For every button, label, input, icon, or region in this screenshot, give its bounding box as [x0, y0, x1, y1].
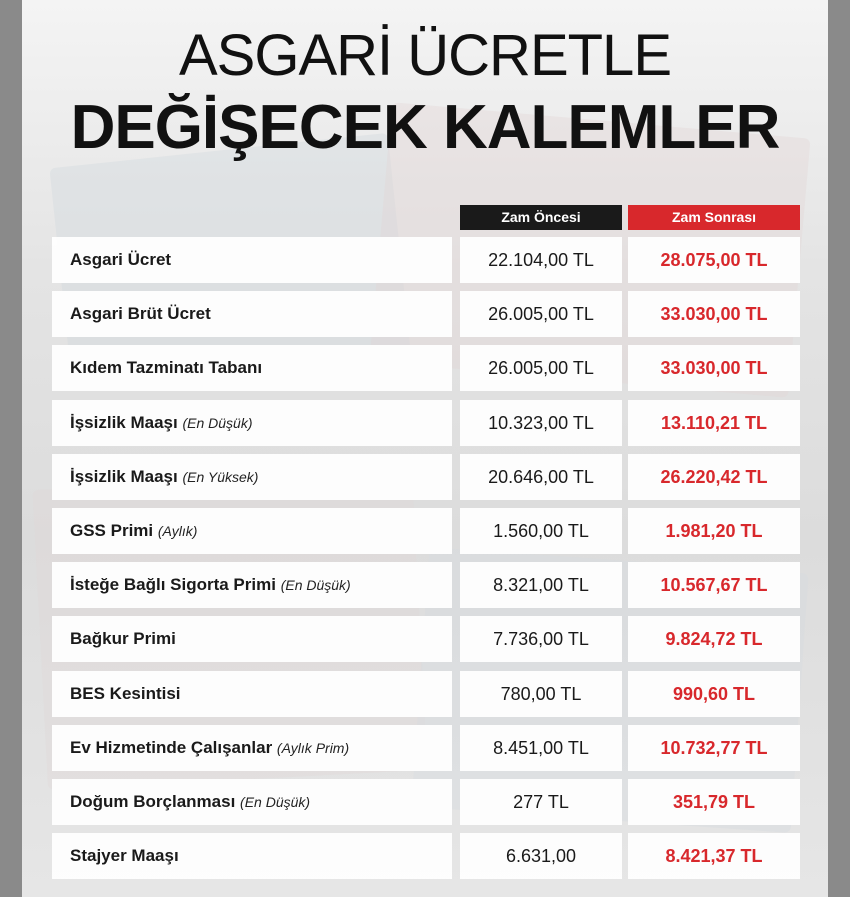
table-row: [52, 400, 800, 446]
value-before: 8.321,00 TL: [460, 562, 622, 608]
value-after: 26.220,42 TL: [628, 454, 800, 500]
row-label-cell: [52, 725, 452, 771]
row-label-cell: [52, 616, 452, 662]
column-header-after: Zam Sonrası: [628, 205, 800, 230]
table-row: [52, 725, 800, 771]
table-row: [52, 833, 800, 879]
value-after: 9.824,72 TL: [628, 616, 800, 662]
row-label-cell: [52, 671, 452, 717]
value-after: 1.981,20 TL: [628, 508, 800, 554]
table-row: [52, 616, 800, 662]
value-after: 990,60 TL: [628, 671, 800, 717]
row-note: (Aylık): [157, 522, 198, 539]
value-before: 10.323,00 TL: [460, 400, 622, 446]
title-line-1: ASGARİ ÜCRETLE: [179, 23, 671, 88]
row-note: (En Düşük): [280, 577, 351, 594]
row-label: Kıdem Tazminatı Tabanı: [70, 358, 263, 378]
comparison-table: [52, 237, 800, 887]
table-row: [52, 671, 800, 717]
row-label-cell: [52, 562, 452, 608]
value-after: 33.030,00 TL: [628, 345, 800, 391]
value-before: 780,00 TL: [460, 671, 622, 717]
value-after: 10.567,67 TL: [628, 562, 800, 608]
value-before: 8.451,00 TL: [460, 725, 622, 771]
value-after: 13.110,21 TL: [628, 400, 800, 446]
row-label-cell: [52, 779, 452, 825]
row-label: İşsizlik Maaşı: [70, 466, 178, 486]
row-label-cell: [52, 291, 452, 337]
row-label: İsteğe Bağlı Sigorta Primi: [70, 575, 276, 595]
table-row: [52, 562, 800, 608]
table-row: [52, 454, 800, 500]
row-label: Asgari Brüt Ücret: [70, 304, 211, 324]
row-label-cell: [52, 833, 452, 879]
value-after: 28.075,00 TL: [628, 237, 800, 283]
table-row: [52, 345, 800, 391]
row-label-cell: [52, 508, 452, 554]
row-label: GSS Primi: [70, 520, 154, 540]
row-label-cell: [52, 237, 452, 283]
row-label: Doğum Borçlanması: [70, 791, 236, 811]
value-before: 1.560,00 TL: [460, 508, 622, 554]
row-note: (En Yüksek): [182, 468, 259, 485]
row-label: Bağkur Primi: [70, 629, 176, 649]
table-row: [52, 779, 800, 825]
row-label: Stajyer Maaşı: [70, 846, 179, 866]
row-label: İşsizlik Maaşı: [70, 412, 178, 432]
row-note: (En Düşük): [240, 793, 311, 810]
row-label-cell: [52, 454, 452, 500]
value-before: 22.104,00 TL: [460, 237, 622, 283]
row-label-cell: [52, 400, 452, 446]
row-label: Asgari Ücret: [70, 250, 172, 269]
value-before: 277 TL: [460, 779, 622, 825]
row-note: (En Düşük): [182, 414, 253, 431]
value-before: 6.631,00: [460, 833, 622, 879]
value-after: 8.421,37 TL: [628, 833, 800, 879]
column-header-before: Zam Öncesi: [460, 205, 622, 230]
row-label-cell: [52, 345, 452, 391]
title-line-2: DEĞİŞECEK KALEMLER: [70, 93, 780, 162]
row-label: BES Kesintisi: [70, 683, 181, 703]
value-before: 20.646,00 TL: [460, 454, 622, 500]
value-after: 33.030,00 TL: [628, 291, 800, 337]
value-before: 26.005,00 TL: [460, 291, 622, 337]
table-row: [52, 291, 800, 337]
value-before: 7.736,00 TL: [460, 616, 622, 662]
table-row: [52, 237, 800, 283]
row-note: (Aylık Prim): [276, 739, 350, 756]
row-label: Ev Hizmetinde Çalışanlar: [70, 737, 273, 757]
value-before: 26.005,00 TL: [460, 345, 622, 391]
value-after: 10.732,77 TL: [628, 725, 800, 771]
value-after: 351,79 TL: [628, 779, 800, 825]
table-row: [52, 508, 800, 554]
